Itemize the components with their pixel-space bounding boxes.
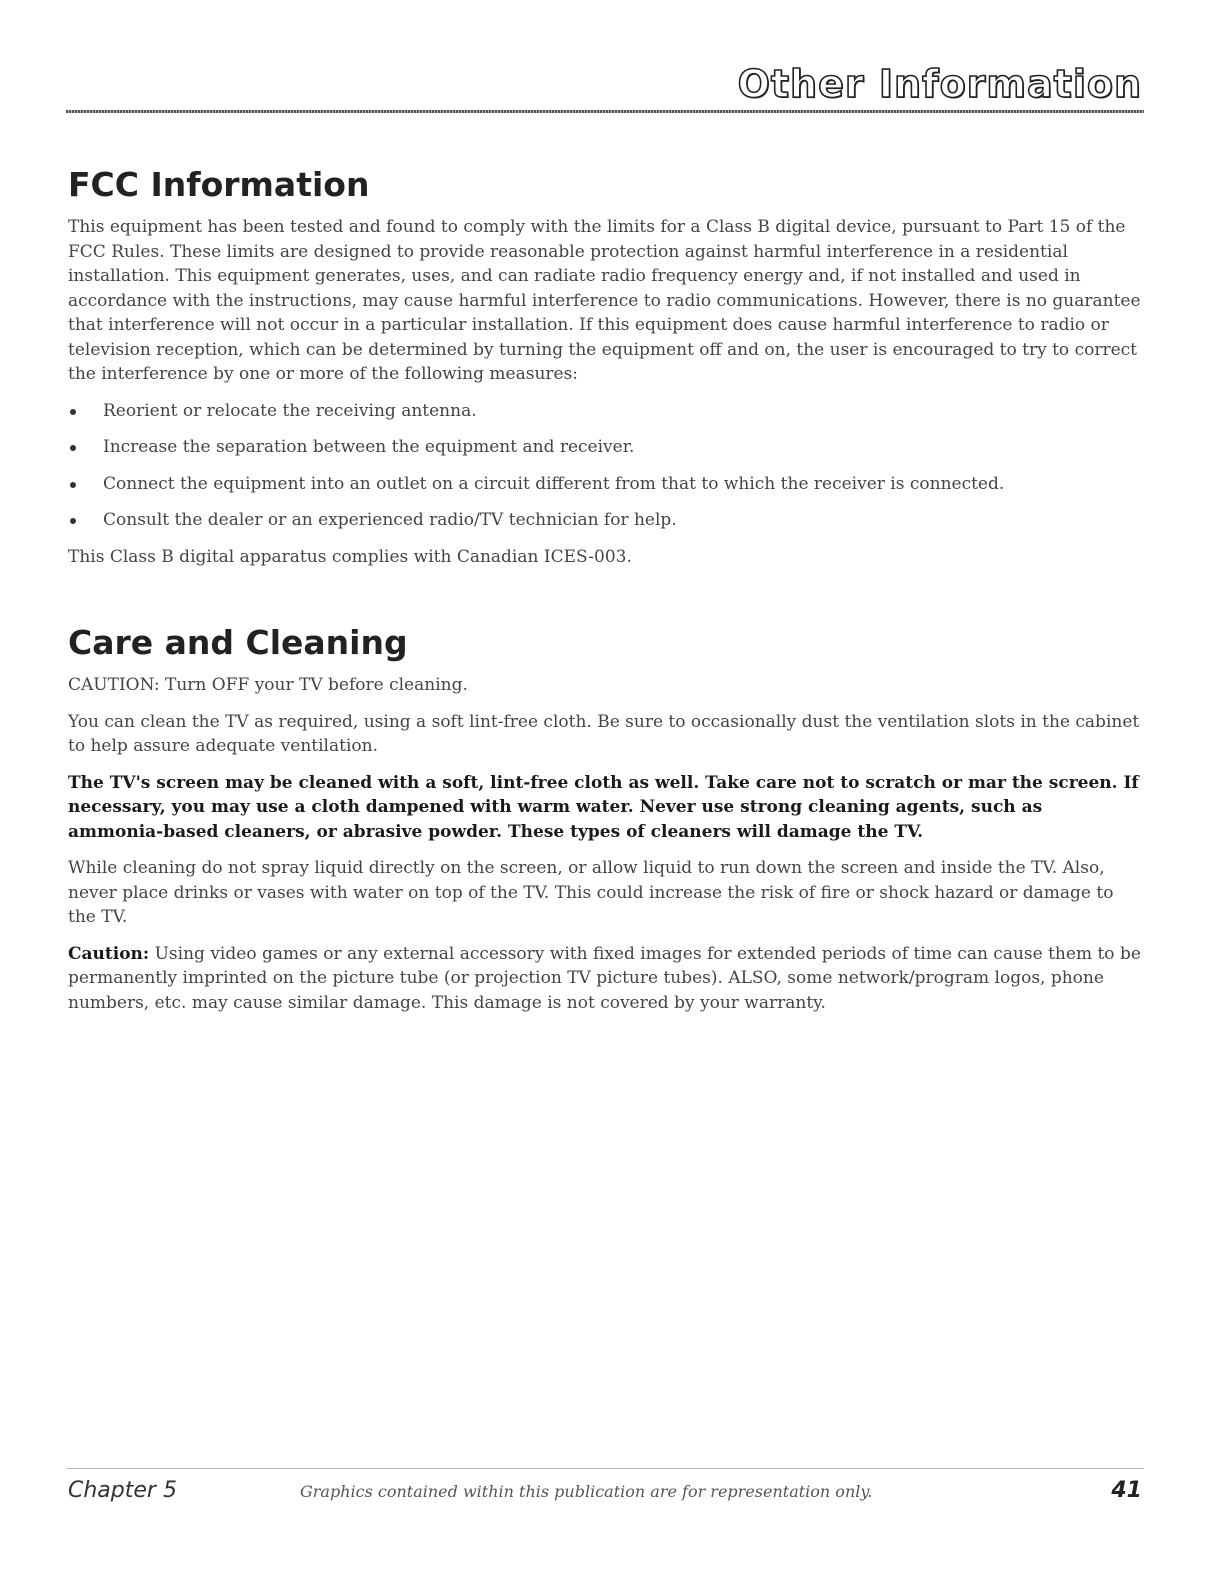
header-divider (66, 110, 1144, 113)
list-item: Consult the dealer or an experienced radio/TV technician for help. (68, 508, 1143, 533)
section-spacer (68, 581, 1143, 623)
list-item: Connect the equipment into an outlet on a circuit different from that to which the receiver is connected. (68, 472, 1143, 497)
list-item: Increase the separation between the equipment and receiver. (68, 435, 1143, 460)
footer-disclaimer: Graphics contained within this publication are for representation only. (300, 1482, 873, 1501)
caution-turn-off-paragraph: CAUTION: Turn OFF your TV before cleaning. (68, 675, 468, 695)
bullet-icon (70, 445, 76, 451)
care-cleaning-section (68, 623, 1143, 1015)
clean-cabinet-paragraph: You can clean the TV as required, using a soft lint-free cloth. Be sure to occasionally dust the ventilation slots in the cabinet to help assure adequate ventilation. (68, 711, 1140, 756)
caution-text: Using video games or any external accessory with fixed images for extended periods of time can cause them to be permanently imprinted on the picture tube (or projection TV picture tubes). ALSO, some network/program logos, phone numbers, etc. may cause similar damage. This damage is not covered by your warranty. (68, 943, 1141, 1013)
liquid-warning-paragraph: While cleaning do not spray liquid directly on the screen, or allow liquid to run down the screen and inside the TV. Also, never place drinks or vases with water on top of the TV. This could increase the risk of fire or shock hazard or damage to the TV. (68, 858, 1114, 927)
footer-divider (66, 1468, 1144, 1469)
bullet-icon (70, 482, 76, 488)
fcc-intro-paragraph: This equipment has been tested and found to comply with the limits for a Class B digital device, pursuant to Part 15 of the FCC Rules. These limits are designed to provide reasonable protection against harmful interference in a residential installation. This equipment generates, uses, and can radiate radio frequency energy and, if not installed and used in accordance with the instructions, may cause harmful interference to radio communications. However, there is no guarantee that interference will not occur in a particular installation. If this equipment does cause harmful interference to radio or television reception, which can be determined by turning the equipment off and on, the user is encouraged to try to correct the interference by one or more of the following measures: (68, 217, 1141, 384)
caution-label: Caution: (68, 943, 150, 964)
screen-cleaning-warning: The TV's screen may be cleaned with a soft, lint-free cloth as well. Take care not to scratch or mar the screen. If necessary, you may use a cloth dampened with warm water. Never use strong cleaning agents, such as ammonia-based cleaners, or abrasive powder. These types of cleaners will damage the TV. (68, 772, 1139, 842)
running-header-title: Other Information (737, 62, 1142, 106)
footer-chapter-label: Chapter 5 (68, 1478, 177, 1503)
list-item: Reorient or relocate the receiving antenna. (68, 399, 1143, 424)
fcc-section-title: FCC Information (68, 165, 370, 204)
fixed-image-caution-paragraph (68, 942, 1143, 1016)
bullet-icon (70, 518, 76, 524)
page-content (68, 165, 1143, 1027)
care-section-title: Care and Cleaning (68, 623, 408, 662)
fcc-measures-list (68, 399, 1143, 533)
bullet-icon (70, 409, 76, 415)
fcc-information-section (68, 165, 1143, 569)
canada-compliance-paragraph: This Class B digital apparatus complies with Canadian ICES-003. (68, 546, 632, 567)
page-number: 41 (1111, 1478, 1142, 1503)
